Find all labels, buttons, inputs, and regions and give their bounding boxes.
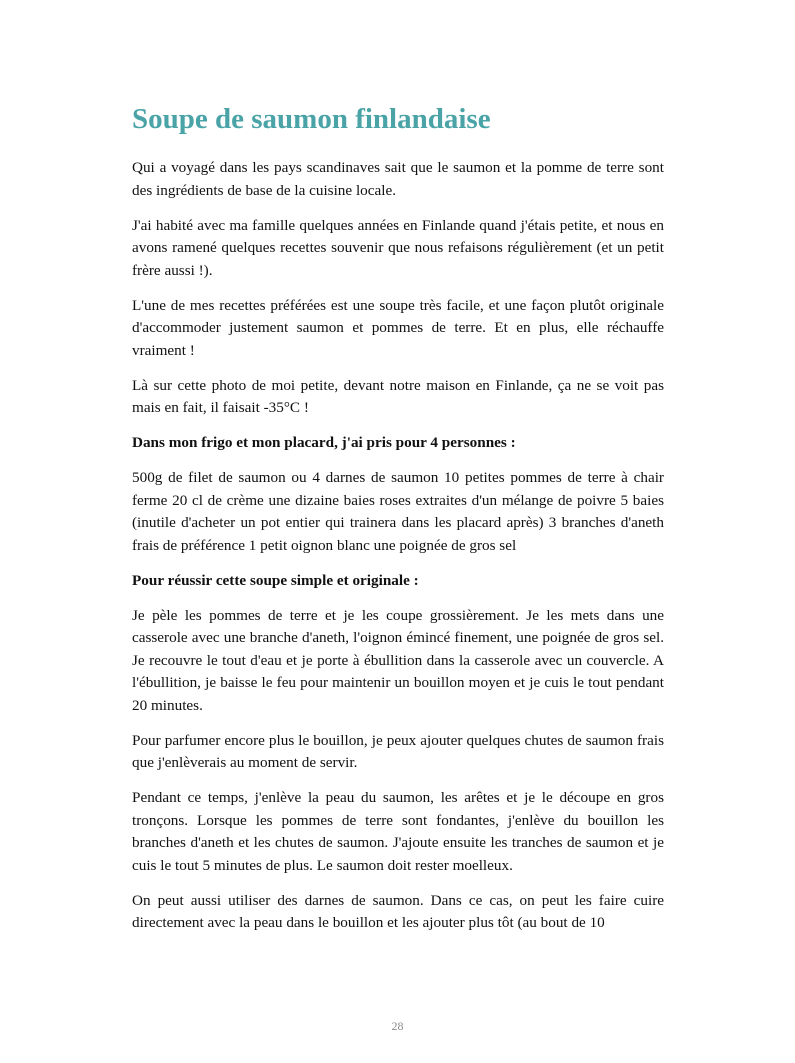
- method-step-1-paragraph: Je pèle les pommes de terre et je les coupe grossièrement. Je les mets dans une casserole avec une branche d'aneth, l'oignon émincé finement, une poignée de gros sel. Je recouvre le tout d'eau et je porte à ébullition dans la casserole avec un couvercle. A l'ébullition, je baisse le feu pour maintenir un bouillon moyen et je cuis le tout pendant 20 minutes.: [132, 606, 664, 714]
- method-variant-paragraph: On peut aussi utiliser des darnes de saumon. Dans ce cas, on peut les faire cuire directement avec la peau dans le bouillon et les ajouter plus tôt (au bout de 10: [132, 891, 664, 931]
- photo-caption-paragraph: Là sur cette photo de moi petite, devant notre maison en Finlande, ça ne se voit pas mais en fait, il faisait -35°C !: [132, 376, 664, 416]
- ingredients-paragraph: 500g de filet de saumon ou 4 darnes de saumon 10 petites pommes de terre à chair ferme 20 cl de crème une dizaine baies roses extraites d'un mélange de poivre 5 baies (inutile d'acheter un pot entier qui trainera dans les placard après) 3 branches d'aneth frais de préférence 1 petit oignon blanc une poignée de gros sel: [132, 469, 664, 554]
- family-paragraph: J'ai habité avec ma famille quelques années en Finlande quand j'étais petite, et nous en avons ramené quelques recettes souvenir que nous refaisons régulièrement (et un petit frère aussi !).: [132, 216, 664, 279]
- page-content: [132, 100, 664, 947]
- method-heading: Pour réussir cette soupe simple et originale :: [132, 571, 419, 589]
- ingredients-heading: Dans mon frigo et mon placard, j'ai pris pour 4 personnes :: [132, 434, 516, 451]
- recipe-description-paragraph: L'une de mes recettes préférées est une soupe très facile, et une façon plutôt originale d'accommoder justement saumon et pommes de terre. Et en plus, elle réchauffe vraiment !: [132, 296, 664, 359]
- intro-paragraph: Qui a voyagé dans les pays scandinaves sait que le saumon et la pomme de terre sont des ingrédients de base de la cuisine locale.: [132, 159, 664, 199]
- page-number: 28: [391, 1019, 404, 1033]
- method-tip-paragraph: Pour parfumer encore plus le bouillon, je peux ajouter quelques chutes de saumon frais que j'enlèverais au moment de servir.: [132, 731, 664, 771]
- method-step-2-paragraph: Pendant ce temps, j'enlève la peau du saumon, les arêtes et je le découpe en gros tronçons. Lorsque les pommes de terre sont fondantes, j'enlève du bouillon les branches d'aneth et les chutes de saumon. J'ajoute ensuite les tranches de saumon et je cuis le tout 5 minutes de plus. Le saumon doit rester moelleux.: [132, 789, 664, 874]
- page-title: Soupe de saumon finlandaise: [132, 103, 491, 135]
